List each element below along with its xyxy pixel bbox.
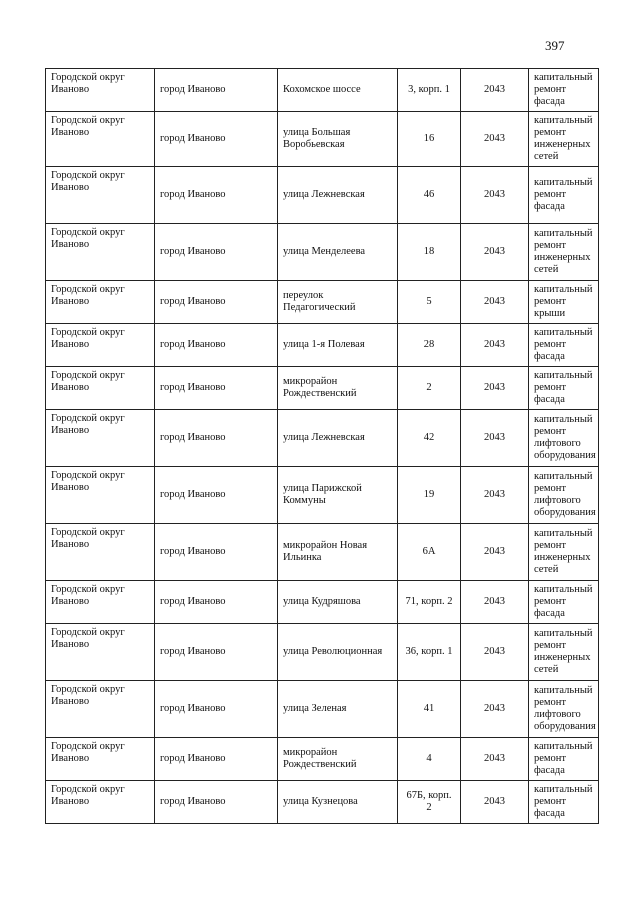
work-type-cell: капитальный ремонт фасада — [529, 738, 599, 781]
year-cell: 2043 — [461, 324, 529, 367]
work-type-cell: капитальный ремонт фасада — [529, 167, 599, 224]
street-cell: улица Революционная — [278, 624, 398, 681]
house-number-cell: 71, корп. 2 — [398, 581, 461, 624]
year-cell: 2043 — [461, 112, 529, 167]
district-cell: Городской округ Иваново — [46, 624, 155, 681]
year-cell: 2043 — [461, 69, 529, 112]
house-number-cell: 36, корп. 1 — [398, 624, 461, 681]
city-cell: город Иваново — [155, 281, 278, 324]
year-cell: 2043 — [461, 738, 529, 781]
work-type-cell: капитальный ремонт лифтового оборудования — [529, 681, 599, 738]
work-type-cell: капитальный ремонт инженерных сетей — [529, 624, 599, 681]
table-row — [46, 224, 599, 281]
house-number-cell: 19 — [398, 467, 461, 524]
street-cell: переулок Педагогический — [278, 281, 398, 324]
table-row — [46, 781, 599, 824]
house-number-cell: 5 — [398, 281, 461, 324]
house-number-cell: 3, корп. 1 — [398, 69, 461, 112]
city-cell: город Иваново — [155, 324, 278, 367]
house-number-cell: 18 — [398, 224, 461, 281]
house-number-cell: 16 — [398, 112, 461, 167]
street-cell: улица Кудряшова — [278, 581, 398, 624]
street-cell: микрорайон Рождественский — [278, 367, 398, 410]
city-cell: город Иваново — [155, 524, 278, 581]
city-cell: город Иваново — [155, 738, 278, 781]
district-cell: Городской округ Иваново — [46, 224, 155, 281]
street-cell: улица Парижской Коммуны — [278, 467, 398, 524]
district-cell: Городской округ Иваново — [46, 467, 155, 524]
work-type-cell: капитальный ремонт инженерных сетей — [529, 524, 599, 581]
year-cell: 2043 — [461, 624, 529, 681]
street-cell: улица Менделеева — [278, 224, 398, 281]
city-cell: город Иваново — [155, 224, 278, 281]
work-type-cell: капитальный ремонт фасада — [529, 781, 599, 824]
district-cell: Городской округ Иваново — [46, 281, 155, 324]
street-cell: улица Кузнецова — [278, 781, 398, 824]
year-cell: 2043 — [461, 467, 529, 524]
work-type-cell: капитальный ремонт фасада — [529, 581, 599, 624]
district-cell: Городской округ Иваново — [46, 167, 155, 224]
table-row — [46, 524, 599, 581]
work-type-cell: капитальный ремонт лифтового оборудования — [529, 410, 599, 467]
house-number-cell: 2 — [398, 367, 461, 410]
work-type-cell: капитальный ремонт лифтового оборудования — [529, 467, 599, 524]
year-cell: 2043 — [461, 781, 529, 824]
year-cell: 2043 — [461, 224, 529, 281]
district-cell: Городской округ Иваново — [46, 581, 155, 624]
house-number-cell: 67Б, корп. 2 — [398, 781, 461, 824]
street-cell: улица Зеленая — [278, 681, 398, 738]
house-number-cell: 41 — [398, 681, 461, 738]
street-cell: улица Большая Воробьевская — [278, 112, 398, 167]
city-cell: город Иваново — [155, 467, 278, 524]
city-cell: город Иваново — [155, 781, 278, 824]
district-cell: Городской округ Иваново — [46, 781, 155, 824]
district-cell: Городской округ Иваново — [46, 324, 155, 367]
district-cell: Городской округ Иваново — [46, 367, 155, 410]
district-cell: Городской округ Иваново — [46, 681, 155, 738]
house-number-cell: 28 — [398, 324, 461, 367]
district-cell: Городской округ Иваново — [46, 410, 155, 467]
table-row — [46, 738, 599, 781]
work-type-cell: капитальный ремонт фасада — [529, 324, 599, 367]
year-cell: 2043 — [461, 367, 529, 410]
repair-schedule-table — [45, 68, 599, 824]
district-cell: Городской округ Иваново — [46, 112, 155, 167]
street-cell: микрорайон Новая Ильинка — [278, 524, 398, 581]
year-cell: 2043 — [461, 167, 529, 224]
street-cell: микрорайон Рождественский — [278, 738, 398, 781]
year-cell: 2043 — [461, 281, 529, 324]
page-number: 397 — [545, 38, 565, 53]
table-row — [46, 624, 599, 681]
house-number-cell: 4 — [398, 738, 461, 781]
city-cell: город Иваново — [155, 410, 278, 467]
table-row — [46, 581, 599, 624]
table-row — [46, 324, 599, 367]
street-cell: Кохомское шоссе — [278, 69, 398, 112]
table-row — [46, 167, 599, 224]
district-cell: Городской округ Иваново — [46, 524, 155, 581]
work-type-cell: капитальный ремонт фасада — [529, 367, 599, 410]
year-cell: 2043 — [461, 524, 529, 581]
table-row — [46, 69, 599, 112]
house-number-cell: 42 — [398, 410, 461, 467]
table-row — [46, 467, 599, 524]
district-cell: Городской округ Иваново — [46, 738, 155, 781]
year-cell: 2043 — [461, 681, 529, 738]
year-cell: 2043 — [461, 410, 529, 467]
work-type-cell: капитальный ремонт инженерных сетей — [529, 224, 599, 281]
city-cell: город Иваново — [155, 69, 278, 112]
house-number-cell: 6А — [398, 524, 461, 581]
table-row — [46, 281, 599, 324]
table-row — [46, 367, 599, 410]
city-cell: город Иваново — [155, 581, 278, 624]
city-cell: город Иваново — [155, 367, 278, 410]
work-type-cell: капитальный ремонт инженерных сетей — [529, 112, 599, 167]
city-cell: город Иваново — [155, 624, 278, 681]
street-cell: улица Лежневская — [278, 167, 398, 224]
table-row — [46, 410, 599, 467]
street-cell: улица 1-я Полевая — [278, 324, 398, 367]
district-cell: Городской округ Иваново — [46, 69, 155, 112]
city-cell: город Иваново — [155, 167, 278, 224]
house-number-cell: 46 — [398, 167, 461, 224]
table-row — [46, 112, 599, 167]
city-cell: город Иваново — [155, 112, 278, 167]
work-type-cell: капитальный ремонт крыши — [529, 281, 599, 324]
city-cell: город Иваново — [155, 681, 278, 738]
work-type-cell: капитальный ремонт фасада — [529, 69, 599, 112]
table-row — [46, 681, 599, 738]
year-cell: 2043 — [461, 581, 529, 624]
street-cell: улица Лежневская — [278, 410, 398, 467]
